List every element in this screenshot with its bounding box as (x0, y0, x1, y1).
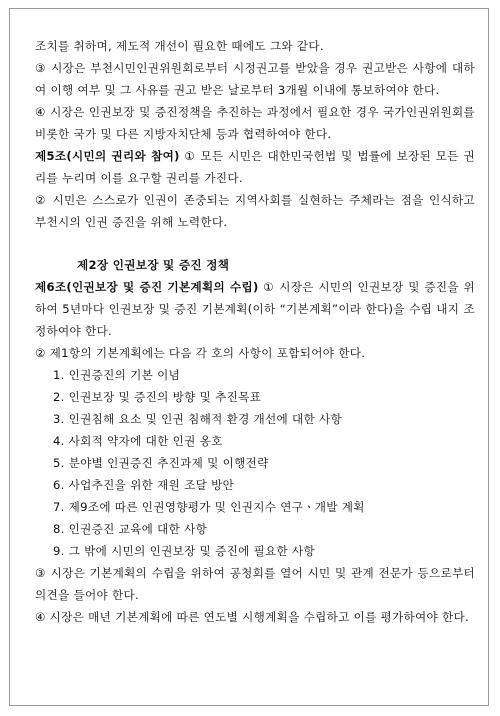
list-item: 7. 제9조에 따른 인권영향평가 및 인권지수 연구ㆍ개발 계획 (53, 500, 365, 514)
article6-title: 제6조(인권보장 및 증진 기본계획의 수립) (35, 280, 259, 294)
article6-paragraph2: ② 제1항의 기본계획에는 다음 각 호의 사항이 포함되어야 한다. (35, 346, 366, 360)
article5-text: ① 모든 시민은 대한민국헌법 및 법률에 보장된 모든 권리를 누리며 이를 요구할 권리를 가진다. (35, 149, 475, 185)
document-page (9, 8, 489, 706)
list-item: 1. 인권증진의 기본 이념 (53, 368, 181, 382)
article6-text: ① 시장은 시민의 인권보장 및 증진을 위하여 5년마다 인권보장 및 증진 기본계획(이하 “기본계획”이라 한다)을 수립 내지 조정하여야 한다. (35, 280, 475, 338)
paragraph-continuation: 조치를 취하며, 제도적 개선이 필요한 때에도 그와 같다. (35, 39, 324, 53)
article6-paragraph4: ④ 시장은 매년 기본계획에 따른 연도별 시행계획을 수립하고 이를 평가하여야 한다. (35, 610, 470, 624)
list-item: 8. 인권증진 교육에 대한 사항 (53, 522, 208, 536)
paragraph-article4-item4: ④ 시장은 인권보장 및 증진정책을 추진하는 과정에서 필요한 경우 국가인권위원회를 비롯한 국가 및 다른 지방자치단체 등과 협력하여야 한다. (35, 105, 475, 141)
article5-title: 제5조(시민의 권리와 참여) (35, 149, 180, 163)
document-content (35, 35, 475, 628)
paragraph-article4-item3: ③ 시장은 부천시민인권위원회로부터 시정권고를 받았을 경우 권고받은 사항에 대하여 이행 여부 및 그 사유를 권고 받은 날로부터 3개월 이내에 통보하여야 한다. (35, 61, 475, 97)
article6-paragraph3: ③ 시장은 기본계획의 수립을 위하여 공청회를 열어 시민 및 관계 전문가 등으로부터 의견을 들어야 한다. (35, 566, 475, 602)
list-item: 5. 분야별 인권증진 추진과제 및 이행전략 (53, 456, 269, 470)
list-item: 4. 사회적 약자에 대한 인권 옹호 (53, 434, 223, 448)
list-item: 3. 인권침해 요소 및 인권 침해적 환경 개선에 대한 사항 (53, 412, 343, 426)
article5-paragraph2: ② 시민은 스스로가 인권이 존중되는 지역사회를 실현하는 주체라는 점을 인식하고 부천시의 인권 증진을 위해 노력한다. (35, 193, 475, 229)
chapter-heading: 제2장 인권보장 및 증진 정책 (77, 258, 230, 272)
article6-paragraph1 (35, 276, 475, 342)
list-item: 2. 인권보장 및 증진의 방향 및 추진목표 (53, 390, 262, 404)
list-item: 9. 그 밖에 시민의 인권보장 및 증진에 필요한 사항 (53, 544, 316, 558)
list-item: 6. 사업추진을 위한 재원 조달 방안 (53, 478, 235, 492)
article5-paragraph1 (35, 145, 475, 189)
basic-plan-item-list (35, 364, 475, 562)
section-spacer (35, 233, 475, 254)
